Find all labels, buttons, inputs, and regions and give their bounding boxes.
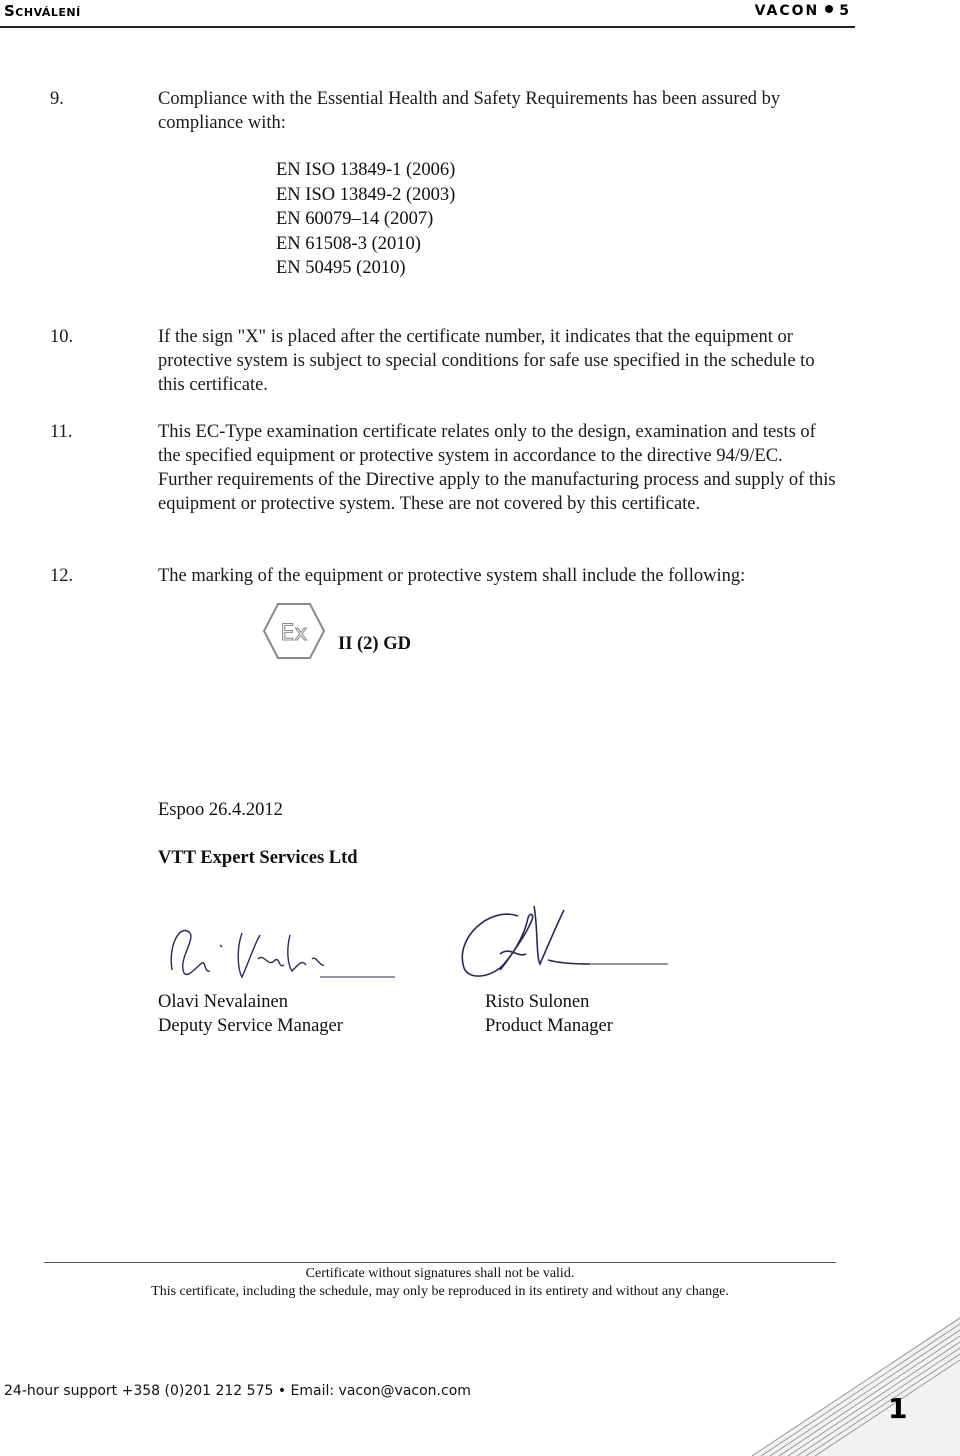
support-contact: 24-hour support +358 (0)201 212 575 • Email: vacon@vacon.com (4, 1383, 471, 1399)
signatory-block (158, 990, 343, 1038)
standard-item: EN 61508-3 (2010) (276, 233, 421, 254)
footer-reproduction-note: This certificate, including the schedule, may only be reproduced in its entirety and without any change. (151, 1284, 729, 1299)
standard-item: EN ISO 13849-1 (2006) (276, 160, 456, 180)
standard-item: EN ISO 13849-2 (2003) (276, 184, 456, 205)
item-number: 10. (50, 327, 74, 347)
item-text: Compliance with the Essential Health and Safety Requirements has been assured by compliance with: (158, 89, 781, 133)
page-number: 1 (888, 1392, 908, 1425)
signatory-name: Olavi Nevalainen (158, 992, 288, 1012)
signatory-title: Product Manager (485, 1016, 613, 1036)
standard-item: EN 50495 (2010) (276, 258, 406, 278)
standard-item: EN 60079–14 (2007) (276, 209, 434, 229)
footer-divider (44, 1262, 836, 1263)
corner-stripes-decoration (730, 1316, 960, 1456)
signatory-title: Deputy Service Manager (158, 1016, 343, 1036)
brand-name: VACON (754, 3, 820, 19)
signature-olavi-nevalainen (150, 915, 400, 995)
ex-logo-text: Ex (280, 621, 308, 646)
signatory-name: Risto Sulonen (485, 992, 590, 1012)
place-date: Espoo 26.4.2012 (158, 800, 283, 820)
item-number: 12. (50, 566, 74, 586)
header-page-number: 5 (839, 3, 851, 19)
standards-list (276, 158, 455, 281)
signature-risto-sulonen (440, 898, 675, 998)
brand-page-label (755, 3, 851, 19)
item-text: This EC-Type examination certificate relates only to the design, examination and tests of the specified equipment or protective system in accordance to the directive 94/9/EC. Further requirements of the Directive apply to the manufacturing process and supply of this equipment or protective system. These are not covered by this certificate. (158, 422, 836, 514)
item-number: 11. (50, 422, 73, 442)
page-header (0, 0, 855, 28)
section-title: Schválení (4, 2, 81, 20)
item-text: The marking of the equipment or protective system shall include the following: (158, 566, 746, 586)
item-text: If the sign "X" is placed after the certificate number, it indicates that the equipment or protective system is subject to special conditions for safe use specified in the schedule to this certificate. (158, 327, 815, 395)
signatory-block (485, 990, 613, 1038)
ex-hexagon-icon (262, 602, 326, 660)
organization-name: VTT Expert Services Ltd (158, 848, 358, 868)
footer-validity-note: Certificate without signatures shall not be valid. (305, 1266, 575, 1281)
marking-code: II (2) GD (338, 634, 411, 654)
bullet-icon (825, 5, 833, 13)
item-number: 9. (50, 89, 64, 109)
